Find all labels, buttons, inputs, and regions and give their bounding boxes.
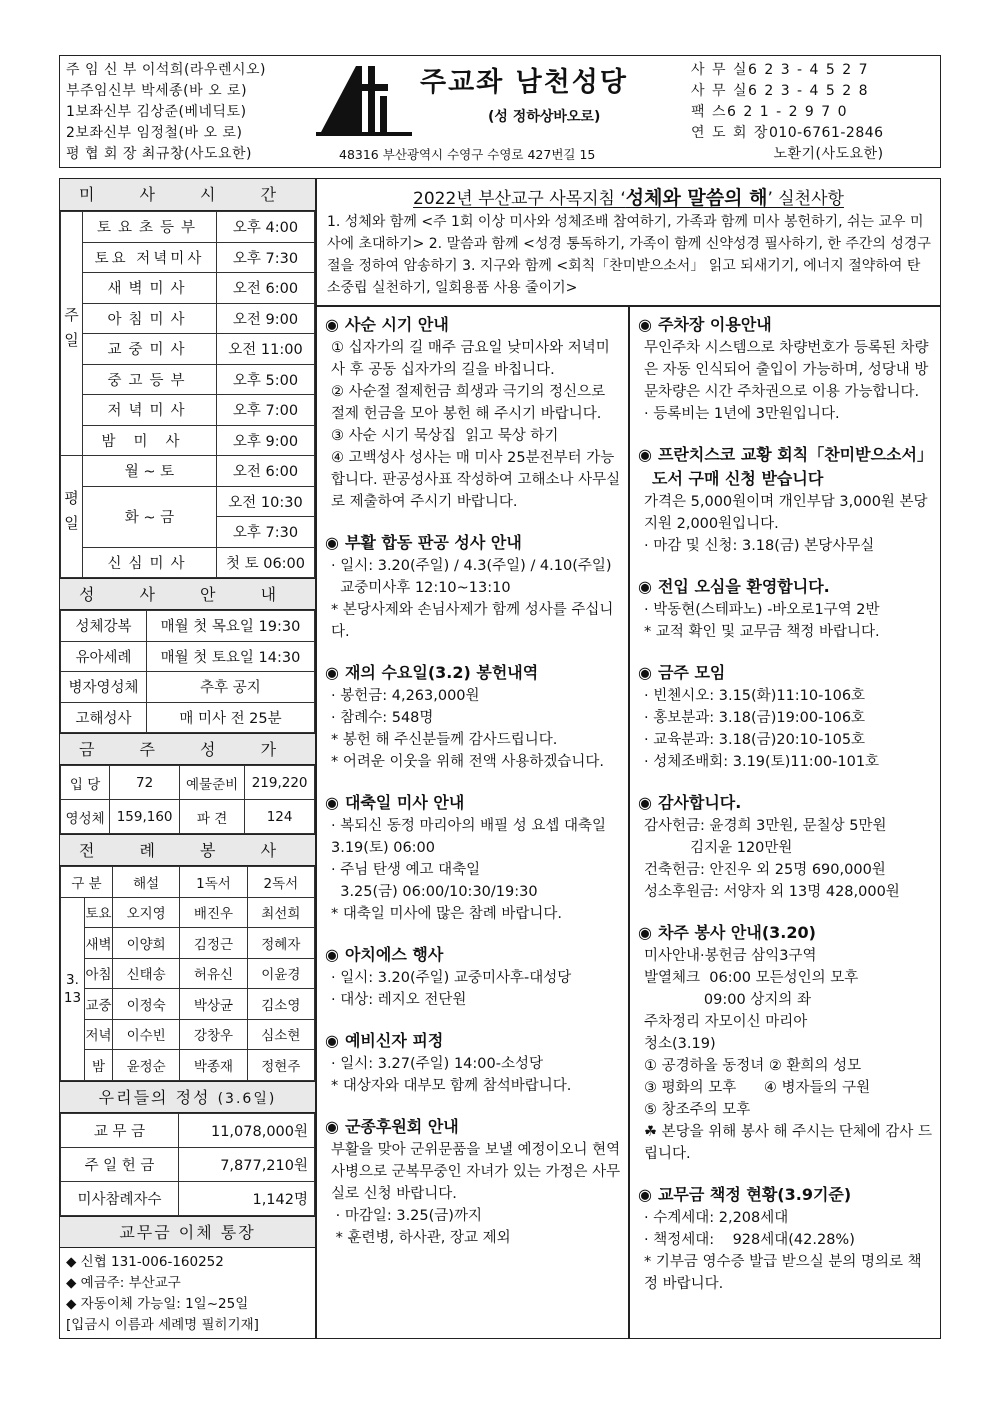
parish-subtitle: (성 정하상바오로) xyxy=(488,109,601,125)
announcement-block xyxy=(325,531,622,643)
hymn-number: 72 xyxy=(110,766,180,800)
announcement-line: 교중미사후 12:10~13:10 xyxy=(331,580,511,596)
offerings-title: 우리들의 정성 (3.6일) xyxy=(60,1081,315,1113)
service-name: 저녁 xyxy=(85,1019,113,1050)
hymns-table xyxy=(60,765,315,834)
announcement-line: * 본당사제와 손님사제가 함께 성사를 주십니다. xyxy=(331,602,614,640)
mass-name: 중고등부 xyxy=(83,364,217,395)
sacrament-name: 유아세례 xyxy=(61,641,147,672)
announcement-line: * 교적 확인 및 교무금 책정 바랍니다. xyxy=(644,624,880,640)
column-header: 2독서 xyxy=(247,867,314,898)
account-line: ◆ 신협 131-006-160252 xyxy=(66,1253,224,1270)
announcement-block xyxy=(325,943,622,1011)
sacrament-value: 매 미사 전 25분 xyxy=(147,702,315,733)
parish-address: 48316 부산광역시 수영구 수영로 427번길 15 xyxy=(339,147,596,162)
contact-line: 사 무 실6 2 3 - 4 5 2 7 xyxy=(691,62,870,78)
announcement-block xyxy=(325,791,622,925)
announcement-block xyxy=(638,313,934,425)
server-name: 정현주 xyxy=(247,1050,314,1081)
right-column xyxy=(629,306,941,1339)
announcement-subtitle: 도서 구매 신청 받습니다 xyxy=(652,469,824,488)
server-name: 배진우 xyxy=(180,897,247,928)
hymns-title: 금 주 성 가 xyxy=(60,733,315,765)
bullet-icon: ◉ xyxy=(638,577,652,596)
sacraments-title: 성 사 안 내 xyxy=(60,578,315,610)
mass-name: 토요 저녁미사 xyxy=(83,242,217,273)
announcement-line: · 일시: 3.27(주일) 14:00-소성당 xyxy=(331,1056,543,1072)
account-title: 교무금 이체 통장 xyxy=(60,1216,315,1248)
announcement-block xyxy=(638,575,934,643)
announcement-block xyxy=(638,921,934,1165)
hymn-label: 입 당 xyxy=(61,766,110,800)
bullet-icon: ◉ xyxy=(638,923,652,942)
column-header: 구 분 xyxy=(61,867,113,898)
announcement-line: · 마감 및 신청: 3.18(금) 본당사무실 xyxy=(644,538,875,554)
announcement-block xyxy=(325,661,622,773)
staff-line: 2보좌신부 임정철(바 오 로) xyxy=(66,125,243,141)
column-header: 해설 xyxy=(113,867,180,898)
announcement-title: ◉ 차주 봉사 안내(3.20) xyxy=(638,923,816,942)
announcement-line: · 마감일: 3.25(금)까지 xyxy=(331,1208,482,1224)
announcement-line: * 봉헌 해 주신분들께 감사드립니다. xyxy=(331,732,558,748)
sunday-label: 주일 xyxy=(61,212,83,456)
announcement-line: 발열체크 06:00 모든성인의 모후 xyxy=(644,970,859,986)
sacrament-name: 고해성사 xyxy=(61,702,147,733)
announcement-title: ◉ 군종후원회 안내 xyxy=(325,1117,459,1136)
servers-table xyxy=(60,866,315,1081)
service-name: 아침 xyxy=(85,958,113,989)
announcement-line: · 참례수: 548명 xyxy=(331,710,434,726)
staff-line: 1보좌신부 김상준(베네딕토) xyxy=(66,104,247,120)
hymn-number: 124 xyxy=(245,800,315,834)
server-name: 허유신 xyxy=(180,958,247,989)
announcement-line: ② 사순절 절제헌금 희생과 극기의 정신으로 절제 헌금을 모아 봉헌 해 주시기 바랍니다. xyxy=(331,384,610,422)
staff-line: 주 임 신 부 이석희(라우렌시오) xyxy=(66,62,267,78)
bullet-icon: ◉ xyxy=(325,315,339,334)
announcement-line: · 성체조배회: 3.19(토)11:00-101호 xyxy=(644,754,880,770)
sacrament-value: 추후 공지 xyxy=(147,672,315,703)
bullet-icon: ◉ xyxy=(325,945,339,964)
mass-time: 오전 6:00 xyxy=(217,456,315,487)
announcement-line: · 일시: 3.20(주일) / 4.3(주일) / 4.10(주일) xyxy=(331,558,612,574)
announcement-line: · 등록비는 1년에 3만원입니다. xyxy=(644,406,840,422)
server-name: 정혜자 xyxy=(247,928,314,959)
announcement-title: ◉ 사순 시기 안내 xyxy=(325,315,449,334)
server-name: 심소현 xyxy=(247,1019,314,1050)
announcement-block xyxy=(325,1029,622,1097)
parish-title: 주교좌 남천성당 xyxy=(420,67,628,98)
announcement-line: * 기부금 영수증 발급 받으실 분의 명의로 책정 바랍니다. xyxy=(644,1254,922,1292)
announcement-line: 부활을 맞아 군위문품을 보낼 예정이오니 현역사병으로 군복무중인 자녀가 있는 가정은 사무실로 신청 바랍니다. xyxy=(331,1142,621,1202)
bullet-icon: ◉ xyxy=(638,315,652,334)
announcement-title: ◉ 대축일 미사 안내 xyxy=(325,793,465,812)
announcement-line: * 훈련병, 하사관, 장교 제외 xyxy=(331,1230,511,1246)
server-name: 김소영 xyxy=(247,989,314,1020)
announcement-line: 청소(3.19) xyxy=(644,1036,716,1052)
announcement-line: 김지윤 120만원 xyxy=(644,840,793,856)
account-line: [입금시 이름과 세례명 필히기재] xyxy=(66,1316,259,1333)
announcement-title: ◉ 재의 수요일(3.2) 봉헌내역 xyxy=(325,663,539,682)
mass-time: 오후 4:00 xyxy=(217,212,315,243)
bullet-icon: ◉ xyxy=(638,1185,652,1204)
announcement-title: ◉ 예비신자 피정 xyxy=(325,1031,444,1050)
announcement-block xyxy=(638,661,934,773)
mass-times-title: 미 사 시 간 xyxy=(60,179,315,211)
pastoral-guideline-box xyxy=(316,178,941,306)
service-name: 교중 xyxy=(85,989,113,1020)
announcement-line: 주차정리 자모이신 마리아 xyxy=(644,1014,808,1030)
announcement-title: ◉ 부활 합동 판공 성사 안내 xyxy=(325,533,522,552)
server-name: 오지영 xyxy=(113,897,180,928)
contact-line: 팩 스6 2 1 - 2 9 7 0 xyxy=(691,104,849,120)
contact-line: 연 도 회 장010-6761-2846 xyxy=(691,125,884,141)
announcement-line: · 박동현(스테파노) -바오로1구역 2반 xyxy=(644,602,880,618)
announcement-line: ④ 고백성사 성사는 매 미사 25분전부터 가능 합니다. 판공성사표 작성하여 고해소나 사무실로 제출하여 주시기 바랍니다. xyxy=(331,450,621,510)
announcement-line: · 홍보분과: 3.18(금)19:00-106호 xyxy=(644,710,866,726)
account-line: ◆ 예금주: 부산교구 xyxy=(66,1274,181,1291)
service-name: 새벽 xyxy=(85,928,113,959)
announcement-line: ⑤ 창조주의 모후 xyxy=(644,1102,751,1118)
announcement-line: · 주님 탄생 예고 대축일 xyxy=(331,862,481,878)
mass-name: 교중미사 xyxy=(83,334,217,365)
sacraments-table xyxy=(60,610,315,733)
server-name: 이양희 xyxy=(113,928,180,959)
announcement-block xyxy=(638,791,934,903)
announcement-line: ① 십자가의 길 매주 금요일 낮미사와 저녁미사 후 공동 십자가의 길을 바칩니다. xyxy=(331,340,610,378)
bullet-icon: ◉ xyxy=(638,663,652,682)
announcement-line: * 대축일 미사에 많은 참례 바랍니다. xyxy=(331,906,563,922)
service-name: 토요 xyxy=(85,897,113,928)
bulletin-header xyxy=(59,55,941,168)
sacrament-value: 매월 첫 토요일 14:30 xyxy=(147,641,315,672)
mass-time: 오후 7:00 xyxy=(217,395,315,426)
announcement-line: 감사헌금: 윤경희 3만원, 문칠상 5만원 xyxy=(644,818,887,834)
offering-name: 미사참례자수 xyxy=(61,1181,179,1215)
announcement-line: · 대상: 레지오 전단원 xyxy=(331,992,467,1008)
sacrament-name: 병자영성체 xyxy=(61,672,147,703)
server-name: 박상균 xyxy=(180,989,247,1020)
mass-time: 오후 7:30 xyxy=(217,242,315,273)
hymn-label: 영성체 xyxy=(61,800,110,834)
announcement-title: ◉ 주차장 이용안내 xyxy=(638,315,772,334)
mass-name: 신심미사 xyxy=(83,547,217,578)
bullet-icon: ◉ xyxy=(325,533,339,552)
server-name: 윤정순 xyxy=(113,1050,180,1081)
offering-value: 11,078,000원 xyxy=(179,1113,315,1147)
church-logo-icon xyxy=(316,62,412,138)
announcement-line: 09:00 상지의 좌 xyxy=(644,992,811,1008)
offering-name: 주 일 헌 금 xyxy=(61,1147,179,1181)
mass-time: 오전 6:00 xyxy=(217,273,315,304)
announcement-line: 가격은 5,000원이며 개인부담 3,000원 본당지원 2,000원입니다. xyxy=(644,494,928,532)
mass-name: 화 ~ 금 xyxy=(83,486,217,547)
announcement-line: 3.25(금) 06:00/10:30/19:30 xyxy=(331,884,538,900)
server-name: 최선희 xyxy=(247,897,314,928)
hymn-number: 219,220 xyxy=(245,766,315,800)
pastoral-guideline-body: 1. 성체와 함께 <주 1회 이상 미사와 성체조배 참여하기, 가족과 함께 미사 봉헌하기, 쉬는 교우 미사에 초대하기> 2. 말씀과 함께 <성경 통독하기, 가족이 함께 신약성경 필사하기, 한 주간의 성경구절을 정하여 암송하기 3. 지구와 함께 <회칙「찬미받으소서」 읽고 되새기기, 에너지 절약하여 탄소중립 실천하기, 일회용품 사용 줄이기> xyxy=(327,214,931,296)
bullet-icon: ◉ xyxy=(638,793,652,812)
offerings-table xyxy=(60,1113,315,1216)
staff-line: 평 협 회 장 최규창(사도요한) xyxy=(66,146,252,162)
announcement-line: · 수계세대: 2,208세대 xyxy=(644,1210,789,1226)
announcement-line: ③ 평화의 모후 ④ 병자들의 구원 xyxy=(644,1080,871,1096)
bullet-icon: ◉ xyxy=(325,1031,339,1050)
mass-name: 월 ~ 토 xyxy=(83,456,217,487)
staff-list xyxy=(66,60,266,165)
mass-time: 첫 토 06:00 xyxy=(217,547,315,578)
offering-name: 교 무 금 xyxy=(61,1113,179,1147)
announcement-line: * 어려운 이웃을 위해 전액 사용하겠습니다. xyxy=(331,754,605,770)
announcement-line: ③ 사순 시기 묵상집 읽고 묵상 하기 xyxy=(331,428,559,444)
account-info xyxy=(60,1248,315,1340)
announcement-line: 성소후원금: 서양자 외 13명 428,000원 xyxy=(644,884,900,900)
service-name: 밤 xyxy=(85,1050,113,1081)
contact-line: 사 무 실6 2 3 - 4 5 2 8 xyxy=(691,83,870,99)
announcement-line: ☘ 본당을 위해 봉사 해 주시는 단체에 감사 드립니다. xyxy=(644,1124,932,1162)
left-column xyxy=(59,178,316,1339)
bullet-icon: ◉ xyxy=(638,445,652,464)
server-name: 강창우 xyxy=(180,1019,247,1050)
sacrament-name: 성체강복 xyxy=(61,611,147,642)
mass-time: 오후 5:00 xyxy=(217,364,315,395)
announcement-title: ◉ 전입 오심을 환영합니다. xyxy=(638,577,830,596)
column-header: 1독서 xyxy=(180,867,247,898)
announcement-line: 건축헌금: 안진우 외 25명 690,000원 xyxy=(644,862,886,878)
announcement-title: ◉ 금주 모임 xyxy=(638,663,726,682)
account-line: ◆ 자동이체 가능일: 1일~25일 xyxy=(66,1295,249,1312)
bullet-icon: ◉ xyxy=(325,1117,339,1136)
mass-name: 새벽미사 xyxy=(83,273,217,304)
announcement-title: ◉ 프란치스코 교황 회칙「찬미받으소서」 xyxy=(638,445,933,464)
mass-times-table xyxy=(60,211,315,578)
mass-name: 토요초등부 xyxy=(83,212,217,243)
hymn-label: 파 견 xyxy=(179,800,244,834)
server-name: 신태송 xyxy=(113,958,180,989)
announcement-line: · 책정세대: 928세대(42.28%) xyxy=(644,1232,855,1248)
mass-time: 오후 9:00 xyxy=(217,425,315,456)
servers-date: 3. 13 xyxy=(61,897,85,1080)
sacrament-value: 매월 첫 목요일 19:30 xyxy=(147,611,315,642)
bullet-icon: ◉ xyxy=(325,663,339,682)
announcement-title: ◉ 교무금 책정 현황(3.9기준) xyxy=(638,1185,852,1204)
mass-time: 오전 9:00 xyxy=(217,303,315,334)
announcement-line: · 복되신 동정 마리아의 배필 성 요셉 대축일 3.19(토) 06:00 xyxy=(331,818,611,856)
announcement-line: * 대상자와 대부모 함께 참석바랍니다. xyxy=(331,1078,572,1094)
announcement-line: · 봉헌금: 4,263,000원 xyxy=(331,688,480,704)
announcement-title: ◉ 감사합니다. xyxy=(638,793,742,812)
staff-line: 부주임신부 박세종(바 오 로) xyxy=(66,83,248,99)
server-name: 김정근 xyxy=(180,928,247,959)
announcement-block xyxy=(325,1115,622,1249)
hymn-number: 159,160 xyxy=(110,800,180,834)
announcement-block xyxy=(325,313,622,513)
mass-time: 오후 7:30 xyxy=(217,517,315,548)
announcement-line: · 교육분과: 3.18(금)20:10-105호 xyxy=(644,732,866,748)
server-name: 이수빈 xyxy=(113,1019,180,1050)
announcement-line: 미사안내·봉헌금 삼익3구역 xyxy=(644,948,817,964)
announcement-line: ① 공경하올 동정녀 ② 환희의 성모 xyxy=(644,1058,862,1074)
announcement-line: 무인주차 시스템으로 차량번호가 등록된 차량은 자동 인식되어 출입이 가능하며, 성당내 방문차량은 시간 주차권으로 이용 가능합니다. xyxy=(644,340,929,400)
mass-name: 저녁미사 xyxy=(83,395,217,426)
announcement-title: ◉ 아치에스 행사 xyxy=(325,945,444,964)
offering-value: 7,877,210원 xyxy=(179,1147,315,1181)
mass-time: 오전 11:00 xyxy=(217,334,315,365)
server-name: 이윤경 xyxy=(247,958,314,989)
offering-value: 1,142명 xyxy=(179,1181,315,1215)
announcement-line: · 빈첸시오: 3.15(화)11:10-106호 xyxy=(644,688,866,704)
server-name: 박종재 xyxy=(180,1050,247,1081)
bullet-icon: ◉ xyxy=(325,793,339,812)
contact-list xyxy=(691,60,884,165)
mass-time: 오전 10:30 xyxy=(217,486,315,517)
pastoral-guideline-title: 2022년 부산교구 사목지침 ‘성체와 말씀의 해’ 실천사항 xyxy=(413,187,844,209)
mass-name: 아침미사 xyxy=(83,303,217,334)
middle-column xyxy=(316,306,629,1339)
weekday-label: 평일 xyxy=(61,456,83,578)
announcement-line: · 일시: 3.20(주일) 교중미사후-대성당 xyxy=(331,970,572,986)
server-name: 이정숙 xyxy=(113,989,180,1020)
hymn-label: 예물준비 xyxy=(179,766,244,800)
servers-title: 전 례 봉 사 xyxy=(60,834,315,866)
contact-name: 노환기(사도요한) xyxy=(773,146,884,162)
mass-name: 밤미사 xyxy=(83,425,217,456)
announcement-block xyxy=(638,1183,934,1295)
announcement-block xyxy=(638,443,934,557)
